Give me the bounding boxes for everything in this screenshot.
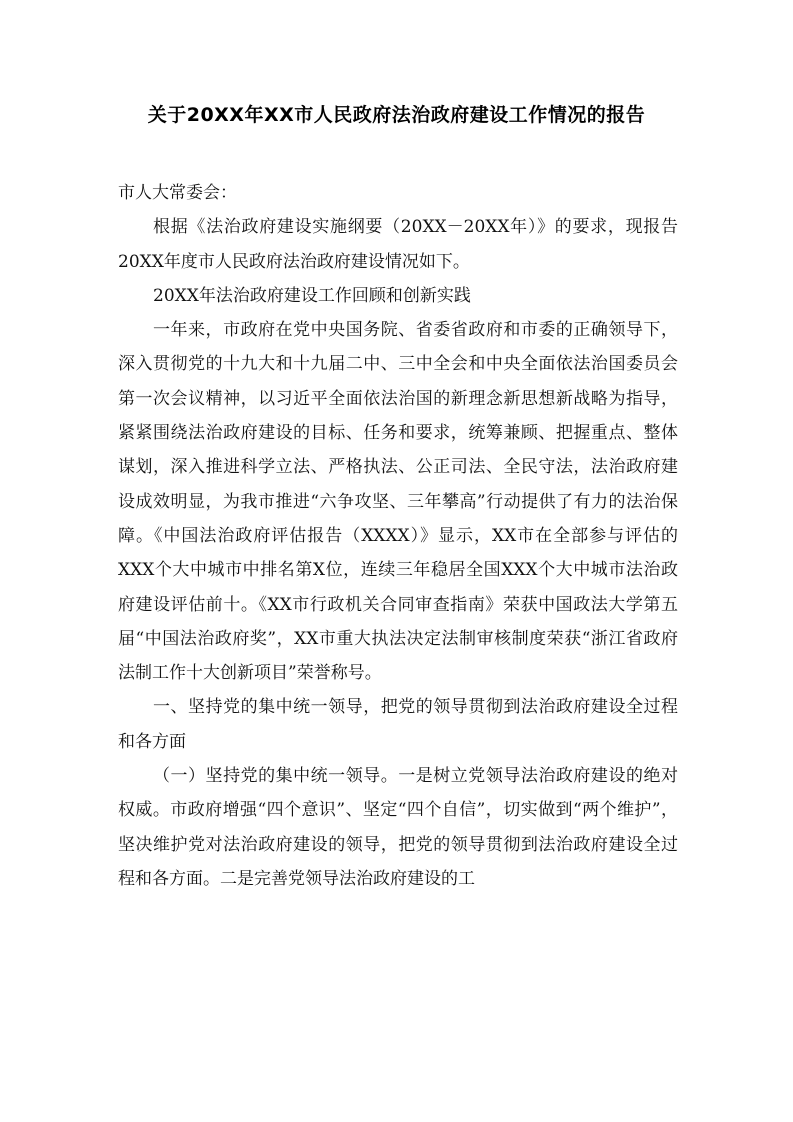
paragraph-subsection-one: （一）坚持党的集中统一领导。一是树立党领导法治政府建设的绝对权威。市政府增强“四个意识”、坚定“四个自信”，切实做到“两个维护”，坚决维护党对法治政府建设的领导，把党的领导贯彻到法治政府建设全过程和各方面。二是完善党领导法治政府建设的工 bbox=[118, 766, 678, 889]
salutation: 市人大常委会： bbox=[118, 183, 237, 203]
document-title: 关于20XX年XX市人民政府法治政府建设工作情况的报告 bbox=[147, 104, 646, 126]
paragraph-intro: 根据《法治政府建设实施纲要（20XX－20XX年）》的要求，现报告20XX年度市人民政府法治政府建设情况如下。 bbox=[118, 217, 678, 272]
document-body bbox=[118, 176, 678, 896]
paragraph-review: 一年来，市政府在党中央国务院、省委省政府和市委的正确领导下，深入贯彻党的十九大和十九届二中、三中全会和中央全面依法治国委员会第一次会议精神，以习近平全面依法治国的新理念新思想新战略为指导，紧紧围绕法治政府建设的目标、任务和要求，统筹兼顾、把握重点、整体谋划，深入推进科学立法、严格执法、公正司法、全民守法，法治政府建设成效明显，为我市推进“六争攻坚、三年攀高”行动提供了有力的法治保障。《中国法治政府评估报告（XXXX）》显示，XX市在全部参与评估的XXX个大中城市中排名第X位，连续三年稳居全国XXX个大中城市法治政府建设评估前十。《XX市行政机关合同审查指南》荣获中国政法大学第五届“中国法治政府奖”，XX市重大执法决定法制审核制度荣获“浙江省政府法制工作十大创新项目”荣誉称号。 bbox=[118, 320, 678, 684]
section-heading-review: 20XX年法治政府建设工作回顾和创新实践 bbox=[153, 285, 471, 306]
section-heading-one: 一、坚持党的集中统一领导，把党的领导贯彻到法治政府建设全过程和各方面 bbox=[118, 697, 678, 752]
